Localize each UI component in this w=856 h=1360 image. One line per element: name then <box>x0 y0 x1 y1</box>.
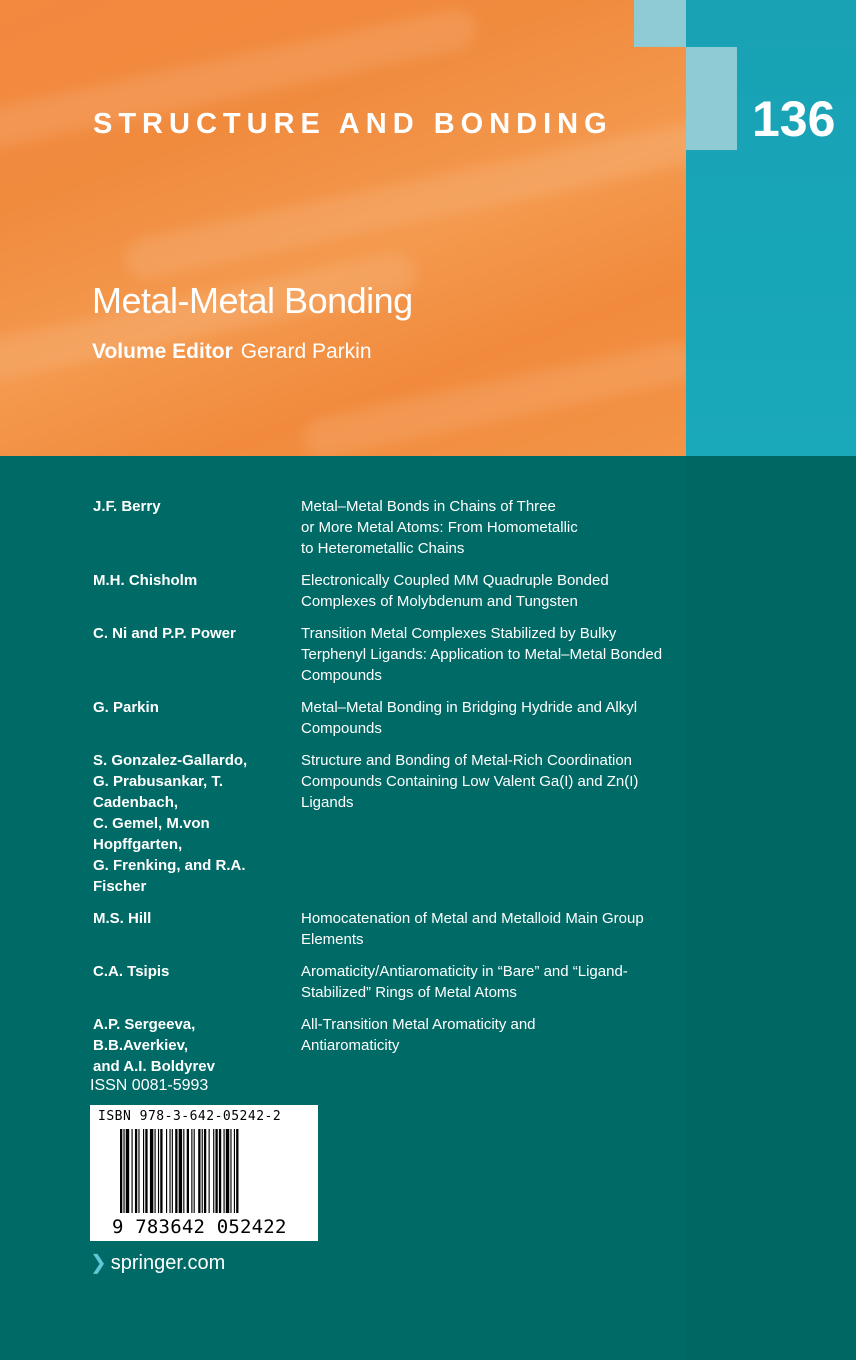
toc-author-line: C. Ni and P.P. Power <box>93 625 236 642</box>
toc-author <box>93 570 301 612</box>
barcode-bar <box>209 1129 210 1213</box>
toc-entry <box>93 623 673 686</box>
barcode-bar <box>175 1129 177 1213</box>
barcode <box>90 1105 318 1241</box>
toc-chapter-line: Stabilized” Rings of Metal Atoms <box>301 984 517 1001</box>
barcode-bar <box>215 1129 217 1213</box>
toc-chapter-line: Aromaticity/Antiaromaticity in “Bare” and “Ligand- <box>301 963 628 980</box>
isbn-text: ISBN 978-3-642-05242-2 <box>98 1109 282 1124</box>
barcode-bar <box>213 1129 214 1213</box>
barcode-bar <box>198 1129 200 1213</box>
barcode-bar <box>236 1129 238 1213</box>
toc-author-line: M.S. Hill <box>93 910 152 927</box>
barcode-bar <box>204 1129 206 1213</box>
barcode-bar <box>183 1129 184 1213</box>
toc-author-line: G. Frenking, and R.A. Fischer <box>93 857 246 895</box>
barcode-bar <box>135 1129 137 1213</box>
toc-chapter-title <box>301 908 666 950</box>
barcode-bar <box>202 1129 203 1213</box>
toc-entry <box>93 496 673 559</box>
toc-entry <box>93 1014 673 1077</box>
toc-author-line: C.A. Tsipis <box>93 963 170 980</box>
toc-author-line: G. Parkin <box>93 699 159 716</box>
toc-chapter-line: to Heterometallic Chains <box>301 540 465 557</box>
barcode-bar <box>123 1129 124 1213</box>
toc-author-line: and A.I. Boldyrev <box>93 1058 215 1075</box>
toc-chapter-line: Metal–Metal Bonds in Chains of Three <box>301 498 556 515</box>
barcode-bar <box>158 1129 159 1213</box>
barcode-bar <box>187 1129 189 1213</box>
toc-chapter-title <box>301 961 666 1003</box>
cover-side-strip <box>686 456 856 1360</box>
barcode-bars <box>120 1129 290 1215</box>
barcode-bar <box>145 1129 147 1213</box>
toc-chapter-line: Electronically Coupled MM Quadruple Bonded <box>301 572 609 589</box>
toc-entry <box>93 570 673 612</box>
publisher-website[interactable] <box>90 1250 225 1275</box>
barcode-bar <box>226 1129 229 1213</box>
barcode-bar <box>179 1129 182 1213</box>
accent-square <box>686 47 737 150</box>
barcode-bar <box>150 1129 153 1213</box>
toc-chapter-title <box>301 1014 666 1077</box>
table-of-contents <box>93 496 673 1088</box>
volume-editor <box>92 340 372 364</box>
barcode-bar <box>160 1129 162 1213</box>
website-label: springer.com <box>110 1252 226 1274</box>
toc-chapter-line: or More Metal Atoms: From Homometallic <box>301 519 578 536</box>
barcode-bar <box>126 1129 129 1213</box>
barcode-bar <box>230 1129 231 1213</box>
barcode-bar <box>224 1129 225 1213</box>
toc-chapter-title <box>301 496 666 559</box>
toc-chapter-title <box>301 750 666 897</box>
barcode-bar <box>234 1129 235 1213</box>
series-title: STRUCTURE AND BONDING <box>93 108 613 140</box>
barcode-bar <box>120 1129 122 1213</box>
toc-author <box>93 496 301 559</box>
barcode-bar <box>155 1129 156 1213</box>
toc-entry <box>93 750 673 897</box>
toc-author-line: B.B.Averkiev, <box>93 1037 189 1054</box>
toc-chapter-line: Compounds Containing Low Valent Ga(I) and Zn(I) <box>301 773 639 790</box>
toc-author-line: C. Gemel, M.von Hopffgarten, <box>93 815 210 853</box>
barcode-bar <box>132 1129 133 1213</box>
chevron-right-icon: ❯ <box>90 1252 107 1274</box>
ean-number: 9 783642 052422 <box>112 1216 287 1238</box>
toc-author <box>93 750 301 897</box>
toc-author <box>93 697 301 739</box>
toc-chapter-line: Compounds <box>301 720 382 737</box>
barcode-bar <box>169 1129 170 1213</box>
toc-chapter-line: Complexes of Molybdenum and Tungsten <box>301 593 578 610</box>
barcode-bar <box>219 1129 221 1213</box>
cover-header-band <box>0 0 686 456</box>
barcode-bar <box>143 1129 144 1213</box>
toc-entry <box>93 908 673 950</box>
toc-author-line: M.H. Chisholm <box>93 572 198 589</box>
toc-chapter-line: Ligands <box>301 794 354 811</box>
toc-chapter-title <box>301 570 666 612</box>
toc-author <box>93 623 301 686</box>
toc-chapter-line: Metal–Metal Bonding in Bridging Hydride and Alkyl <box>301 699 638 716</box>
editor-name: Gerard Parkin <box>240 340 372 363</box>
toc-chapter-title <box>301 623 666 686</box>
toc-author-line: S. Gonzalez-Gallardo, <box>93 752 248 769</box>
barcode-bar <box>191 1129 192 1213</box>
barcode-bar <box>172 1129 173 1213</box>
toc-entry <box>93 961 673 1003</box>
toc-chapter-line: Antiaromaticity <box>301 1037 400 1054</box>
barcode-bar <box>194 1129 195 1213</box>
accent-square <box>634 0 686 47</box>
volume-number: 136 <box>752 91 836 147</box>
toc-chapter-line: Homocatenation of Metal and Metalloid Main Group <box>301 910 644 927</box>
toc-chapter-line: Transition Metal Complexes Stabilized by Bulky <box>301 625 617 642</box>
toc-author <box>93 908 301 950</box>
toc-entry <box>93 697 673 739</box>
editor-label: Volume Editor <box>92 340 233 363</box>
toc-chapter-line: Compounds <box>301 667 382 684</box>
toc-author-line: A.P. Sergeeva, <box>93 1016 196 1033</box>
toc-author <box>93 961 301 1003</box>
barcode-bar <box>138 1129 139 1213</box>
toc-author <box>93 1014 301 1077</box>
book-title: Metal-Metal Bonding <box>92 280 413 321</box>
toc-chapter-line: Terphenyl Ligands: Application to Metal–Metal Bonded <box>301 646 663 663</box>
toc-chapter-line: Structure and Bonding of Metal-Rich Coordination <box>301 752 633 769</box>
issn: ISSN 0081-5993 <box>90 1077 209 1094</box>
toc-author-line: G. Prabusankar, T. Cadenbach, <box>93 773 224 811</box>
toc-author-line: J.F. Berry <box>93 498 161 515</box>
barcode-bar <box>166 1129 167 1213</box>
toc-chapter-line: Elements <box>301 931 364 948</box>
toc-chapter-line: All-Transition Metal Aromaticity and <box>301 1016 536 1033</box>
toc-chapter-title <box>301 697 666 739</box>
